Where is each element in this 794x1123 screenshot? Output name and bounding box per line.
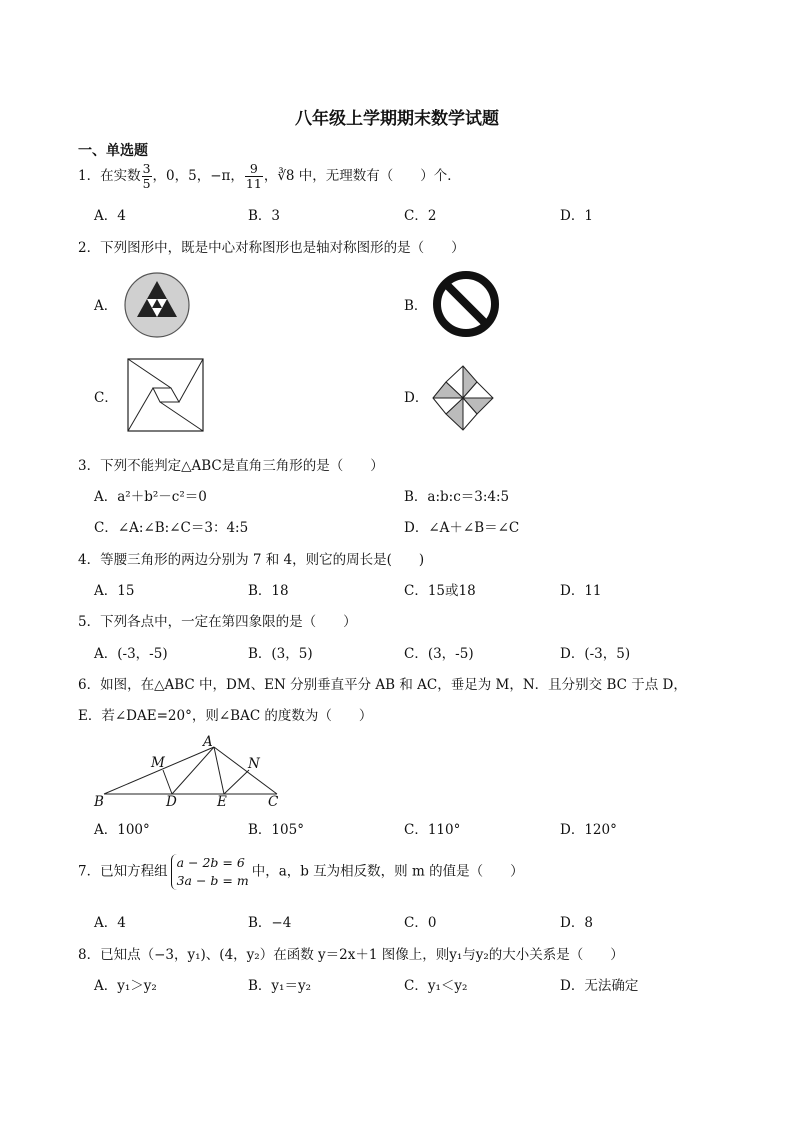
segment-ad	[172, 747, 214, 794]
q3-option-d[interactable]: D．∠A＋∠B＝∠C	[404, 520, 520, 536]
fraction-3-5: $\frac{3}{5}$	[142, 161, 151, 191]
q6-option-c[interactable]: C．110°	[404, 822, 461, 838]
q6-option-b[interactable]: B．105°	[248, 822, 304, 838]
q7-option-a[interactable]: A．4	[94, 915, 126, 931]
q4-option-c[interactable]: C．15或18	[404, 583, 476, 599]
question-text: 如图，在△ABC 中，DM、EN 分别垂直平分 AB 和 AC，垂足为 M，N．且分别交 BC 于点 D，	[100, 677, 687, 693]
question-text: 下列各点中，一定在第四象限的是（ ）	[100, 614, 357, 630]
label-n: N	[248, 756, 260, 772]
label-d: D	[166, 794, 177, 810]
question-number: 3．	[78, 458, 101, 474]
q2-option-c[interactable]: C．	[94, 390, 118, 406]
segment-md	[163, 770, 172, 794]
segment-ne	[224, 770, 249, 794]
q1-option-c[interactable]: C．2	[404, 208, 437, 224]
question-number: 5．	[78, 614, 101, 630]
q3-option-b[interactable]: B．a:b:c＝3:4:5	[404, 489, 510, 505]
segment-ae	[214, 747, 224, 794]
q4-option-a[interactable]: A．15	[94, 583, 135, 599]
section-heading: 一、单选题	[78, 143, 148, 159]
q1-option-d[interactable]: D．1	[560, 208, 593, 224]
equation-system	[171, 854, 249, 890]
q7-option-d[interactable]: D．8	[560, 915, 593, 931]
label-m: M	[151, 755, 165, 771]
question-number: 7．	[78, 863, 101, 880]
q2-option-b[interactable]: B．	[404, 298, 428, 314]
q7-option-c[interactable]: C．0	[404, 915, 437, 931]
q4-option-d[interactable]: D．11	[560, 583, 602, 599]
q6-option-a[interactable]: A．100°	[94, 822, 150, 838]
equation-1: a − 2b = 6	[176, 855, 245, 870]
question-number: 8．	[78, 947, 101, 963]
q4-option-b[interactable]: B．18	[248, 583, 289, 599]
question-text: 等腰三角形的两边分别为 7 和 4，则它的周长是( )	[100, 552, 425, 568]
question-number: 4．	[78, 552, 101, 568]
question-number: 6．	[78, 677, 101, 693]
q6-option-d[interactable]: D．120°	[560, 822, 617, 838]
q8-option-c[interactable]: C．y₁＜y₂	[404, 978, 468, 994]
fraction-9-11: $\frac{9}{11}$	[245, 161, 262, 191]
question-7	[78, 854, 524, 890]
question-text: ，0，5，−π，	[152, 168, 244, 184]
q3-option-a[interactable]: A．a²＋b²－c²＝0	[94, 489, 207, 505]
label-c: C	[268, 794, 279, 810]
question-text: 中，a，b 互为相反数，则 m 的值是（ ）	[251, 863, 524, 880]
q1-option-b[interactable]: B．3	[248, 208, 281, 224]
question-8	[78, 945, 624, 965]
q1-option-a[interactable]: A．4	[94, 208, 126, 224]
q5-option-a[interactable]: A．(-3，-5)	[94, 646, 168, 662]
page-title: 八年级上学期期末数学试题	[295, 109, 499, 129]
question-6-line-2: E．若∠DAE=20°，则∠BAC 的度数为（ ）	[78, 708, 373, 724]
q2-option-d[interactable]: D．	[404, 390, 429, 406]
q5-option-b[interactable]: B．(3，5)	[248, 646, 313, 662]
q3-option-c[interactable]: C．∠A:∠B:∠C＝3：4:5	[94, 520, 249, 536]
q2-option-a[interactable]: A．	[94, 298, 118, 314]
label-e: E	[217, 794, 227, 810]
q5-option-d[interactable]: D．(-3，5)	[560, 646, 631, 662]
q5-option-c[interactable]: C．(3，-5)	[404, 646, 474, 662]
label-a: A	[203, 734, 213, 750]
q7-option-b[interactable]: B．−4	[248, 915, 292, 931]
label-b: B	[94, 794, 104, 810]
question-number: 2．	[78, 240, 101, 256]
question-text: ，∛8 中，无理数有（ ）个．	[263, 168, 461, 184]
question-text: 下列图形中，既是中心对称图形也是轴对称图形的是（ ）	[100, 240, 465, 256]
question-text: 已知方程组	[100, 863, 168, 880]
q8-option-b[interactable]: B．y₁＝y₂	[248, 978, 311, 994]
equation-2: 3a − b = m	[176, 873, 249, 888]
q8-option-d[interactable]: D．无法确定	[560, 978, 639, 994]
q8-option-a[interactable]: A．y₁＞y₂	[94, 978, 157, 994]
question-text: 已知点（−3，y₁)、(4，y₂）在函数 y＝2x＋1 图像上，则y₁与y₂的大小关系是（ ）	[100, 947, 624, 963]
question-number: 1．	[78, 168, 101, 184]
question-text: 在实数	[100, 168, 141, 184]
segment-ac	[214, 747, 277, 794]
question-text: 下列不能判定△ABC是直角三角形的是（ ）	[100, 458, 384, 474]
